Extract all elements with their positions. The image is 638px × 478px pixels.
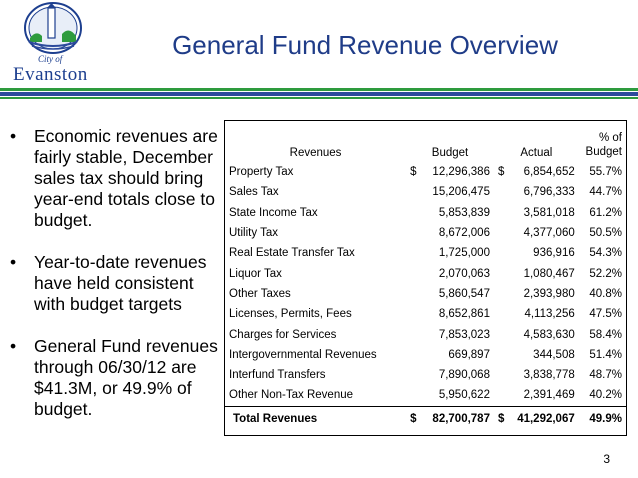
- actual-cell: [494, 365, 579, 385]
- pct-of-budget-cell: 40.2%: [589, 389, 622, 402]
- bullet-dot-icon: •: [10, 252, 17, 272]
- actual-cell: [494, 162, 579, 182]
- pct-of-budget-cell: 49.9%: [579, 406, 626, 431]
- actual-value: 4,583,630: [523, 328, 575, 341]
- revenue-table-container: [224, 120, 627, 436]
- table-row: [225, 324, 626, 344]
- header-rule-green: [0, 88, 638, 91]
- bullet-text: Year-to-date revenues have held consistent with budget targets: [34, 252, 207, 314]
- revenue-name-cell: Charges for Services: [229, 328, 337, 341]
- budget-value: 82,700,787: [432, 412, 490, 425]
- pct-of-budget-cell: 47.5%: [589, 308, 622, 321]
- bullet-item: [8, 252, 223, 315]
- actual-cell: [494, 385, 579, 406]
- budget-cell: [406, 223, 494, 243]
- budget-cell: [406, 243, 494, 263]
- budget-currency-symbol: $: [410, 412, 417, 425]
- actual-value: 6,854,652: [523, 166, 575, 179]
- budget-cell: [406, 263, 494, 283]
- budget-value: 5,860,547: [438, 287, 490, 300]
- pct-of-budget-cell: 54.3%: [589, 247, 622, 260]
- revenue-name-cell: Interfund Transfers: [229, 369, 326, 382]
- actual-currency-symbol: $: [497, 412, 505, 425]
- header-pct-of-budget: [579, 121, 626, 162]
- pct-of-budget-cell: 52.2%: [589, 267, 622, 280]
- actual-cell: [494, 406, 579, 431]
- header-rule-blue: [0, 92, 638, 96]
- table-row: [225, 365, 626, 385]
- budget-value: 8,652,861: [438, 308, 490, 321]
- budget-cell: [406, 284, 494, 304]
- actual-value: 41,292,067: [517, 412, 575, 425]
- bullet-dot-icon: •: [10, 336, 17, 356]
- pct-of-budget-cell: 44.7%: [589, 186, 622, 199]
- budget-cell: [406, 203, 494, 223]
- revenue-name-cell: Other Non-Tax Revenue: [229, 389, 354, 402]
- actual-cell: [494, 324, 579, 344]
- table-header-row: [225, 121, 626, 162]
- revenue-name-cell: Total Revenues: [225, 406, 406, 431]
- pct-of-budget-cell: 40.8%: [589, 287, 622, 300]
- budget-value: 8,672,006: [438, 227, 490, 240]
- pct-of-budget-cell: 61.2%: [589, 206, 622, 219]
- actual-cell: [494, 182, 579, 202]
- actual-value: 1,080,467: [523, 267, 575, 280]
- revenue-name-cell: Liquor Tax: [229, 267, 282, 280]
- budget-cell: [406, 182, 494, 202]
- pct-of-budget-cell: 55.7%: [589, 166, 622, 179]
- pct-of-budget-cell: 58.4%: [589, 328, 622, 341]
- actual-value: 2,391,469: [523, 389, 575, 402]
- table-row: [225, 385, 626, 406]
- budget-value: 5,950,622: [438, 389, 490, 402]
- table-row: [225, 284, 626, 304]
- slide-title: General Fund Revenue Overview: [172, 30, 558, 60]
- budget-cell: [406, 345, 494, 365]
- budget-value: 5,853,839: [438, 206, 490, 219]
- actual-value: 344,508: [533, 348, 575, 361]
- actual-value: 6,796,333: [523, 186, 575, 199]
- budget-value: 2,070,063: [438, 267, 490, 280]
- table-row: [225, 263, 626, 283]
- actual-currency-symbol: $: [497, 166, 505, 179]
- total-row: [225, 406, 626, 431]
- budget-cell: [406, 365, 494, 385]
- bullet-text: Economic revenues are fairly stable, December sales tax should bring year-end totals close to budget.: [34, 126, 218, 230]
- bullet-list: [8, 126, 223, 420]
- actual-value: 936,916: [533, 247, 575, 260]
- budget-cell: [406, 385, 494, 406]
- budget-value: 15,206,475: [432, 186, 490, 199]
- budget-cell: [406, 304, 494, 324]
- logo-city-text: City of: [38, 54, 63, 64]
- header-budget: Budget: [431, 147, 469, 159]
- pct-of-budget-cell: 50.5%: [589, 227, 622, 240]
- table-row: [225, 203, 626, 223]
- revenue-name-cell: Utility Tax: [229, 227, 278, 240]
- actual-cell: [494, 263, 579, 283]
- bullet-item: [8, 126, 223, 231]
- budget-value: 1,725,000: [438, 247, 490, 260]
- table-row: [225, 223, 626, 243]
- pct-of-budget-cell: 48.7%: [589, 369, 622, 382]
- bullet-item: [8, 336, 223, 420]
- actual-value: 2,393,980: [523, 287, 575, 300]
- header-revenues: Revenues: [289, 147, 342, 159]
- budget-currency-symbol: $: [410, 166, 417, 179]
- revenue-name-cell: Intergovernmental Revenues: [229, 348, 377, 361]
- actual-value: 3,838,778: [523, 369, 575, 382]
- bullet-dot-icon: •: [10, 126, 17, 146]
- budget-value: 669,897: [448, 348, 490, 361]
- header-actual: Actual: [520, 147, 553, 159]
- actual-value: 4,113,256: [524, 308, 575, 321]
- header-pct-line1: % of: [598, 132, 622, 144]
- actual-cell: [494, 243, 579, 263]
- revenue-name-cell: Licenses, Permits, Fees: [229, 308, 352, 321]
- table-row: [225, 182, 626, 202]
- budget-value: 12,296,386: [432, 166, 490, 179]
- budget-value: 7,853,023: [438, 328, 490, 341]
- revenue-name-cell: Sales Tax: [229, 186, 279, 199]
- revenue-name-cell: Other Taxes: [229, 287, 291, 300]
- bullet-text: General Fund revenues through 06/30/12 are $41.3M, or 49.9% of budget.: [34, 336, 218, 419]
- table-row: [225, 243, 626, 263]
- revenue-name-cell: Property Tax: [229, 166, 294, 179]
- city-logo: [8, 2, 98, 90]
- city-seal-icon: [22, 2, 84, 56]
- header-rule-green-lower: [0, 97, 638, 99]
- revenue-name-cell: Real Estate Transfer Tax: [229, 247, 355, 260]
- budget-cell: [406, 162, 494, 182]
- revenue-name-cell: State Income Tax: [229, 206, 318, 219]
- table-row: [225, 162, 626, 182]
- table-row: [225, 345, 626, 365]
- actual-cell: [494, 223, 579, 243]
- actual-cell: [494, 304, 579, 324]
- header-pct-line2: Budget: [585, 146, 622, 158]
- actual-cell: [494, 203, 579, 223]
- logo-name-text: Evanston: [13, 64, 88, 85]
- page-number: 3: [603, 452, 610, 466]
- budget-value: 7,890,068: [438, 369, 490, 382]
- pct-of-budget-cell: 51.4%: [589, 348, 622, 361]
- budget-cell: [406, 406, 494, 431]
- budget-cell: [406, 324, 494, 344]
- actual-value: 4,377,060: [523, 227, 575, 240]
- actual-value: 3,581,018: [523, 206, 575, 219]
- actual-cell: [494, 284, 579, 304]
- table-row: [225, 304, 626, 324]
- actual-cell: [494, 345, 579, 365]
- revenue-table: [225, 121, 626, 431]
